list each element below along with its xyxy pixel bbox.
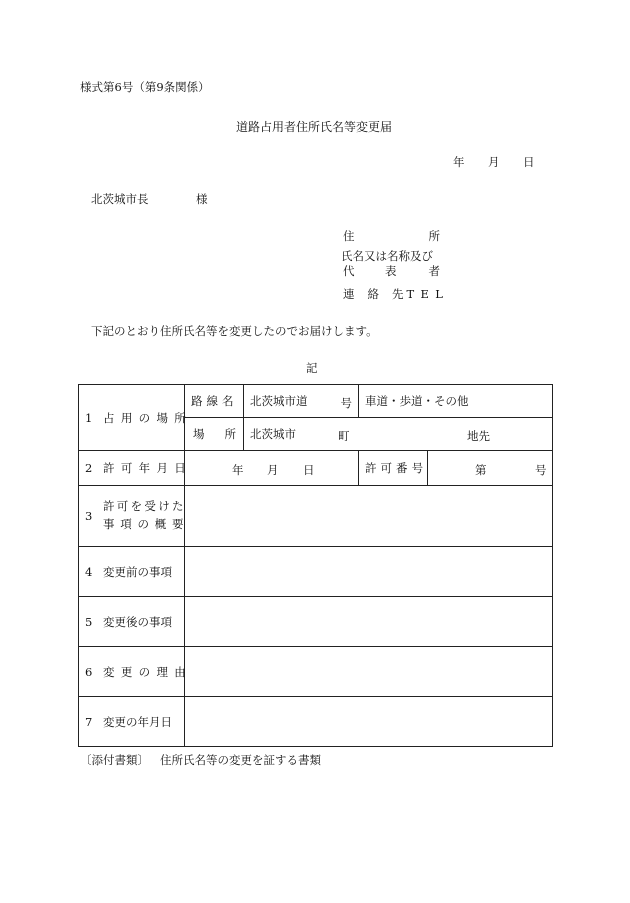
table-row bbox=[79, 547, 553, 597]
table-row bbox=[79, 451, 553, 486]
row6-label: 6 変更の理由 bbox=[79, 647, 185, 697]
row5-value[interactable] bbox=[185, 597, 553, 647]
row7-label: 7 変更の年月日 bbox=[79, 697, 185, 747]
addressee-name: 北茨城市長 bbox=[91, 192, 149, 206]
table-row bbox=[79, 697, 553, 747]
form-table bbox=[78, 384, 553, 747]
date-month: 月 bbox=[488, 155, 500, 169]
road-type[interactable]: 車道・歩道・その他 bbox=[359, 385, 553, 418]
row4-label: 4 変更前の事項 bbox=[79, 547, 185, 597]
intro-text: 下記のとおり住所氏名等を変更したのでお届けします。 bbox=[91, 324, 378, 338]
row5-label: 5 変更後の事項 bbox=[79, 597, 185, 647]
row3-value[interactable] bbox=[185, 486, 553, 547]
permit-number-value[interactable]: 第 号 bbox=[428, 451, 553, 486]
ki-heading: 記 bbox=[306, 361, 318, 375]
form-number: 様式第6号（第9条関係） bbox=[80, 80, 210, 94]
row1-label: 1 占用の場所 bbox=[79, 385, 185, 451]
row4-value[interactable] bbox=[185, 547, 553, 597]
date-day: 日 bbox=[523, 155, 535, 169]
row7-value[interactable] bbox=[185, 697, 553, 747]
row6-value[interactable] bbox=[185, 647, 553, 697]
date-year: 年 bbox=[453, 155, 465, 169]
contact-label: 連 絡 先 TEL bbox=[343, 287, 450, 301]
route-label: 路線名 bbox=[185, 385, 244, 418]
table-row bbox=[79, 647, 553, 697]
addressee-honorific: 様 bbox=[196, 192, 208, 206]
route-value[interactable]: 北茨城市道 号 bbox=[244, 385, 359, 418]
table-row bbox=[79, 385, 553, 418]
name-label-line1: 氏名又は名称及び bbox=[341, 249, 433, 263]
row3-label: 3 許可を受けた 事項の概要 bbox=[79, 486, 185, 547]
permit-number-label: 許可番号 bbox=[359, 451, 428, 486]
table-row bbox=[79, 597, 553, 647]
place-value[interactable]: 北茨城市 町 地先 bbox=[244, 418, 553, 451]
permit-date-value[interactable]: 年 月 日 bbox=[185, 451, 359, 486]
row2-label: 2 許可年月日 bbox=[79, 451, 185, 486]
attachments-label: 〔添付書類〕 bbox=[80, 753, 149, 767]
page-title: 道路占用者住所氏名等変更届 bbox=[236, 120, 393, 134]
attachments-value: 住所氏名等の変更を証する書類 bbox=[160, 753, 321, 767]
place-label: 場 所 bbox=[185, 418, 244, 451]
table-row bbox=[79, 486, 553, 547]
